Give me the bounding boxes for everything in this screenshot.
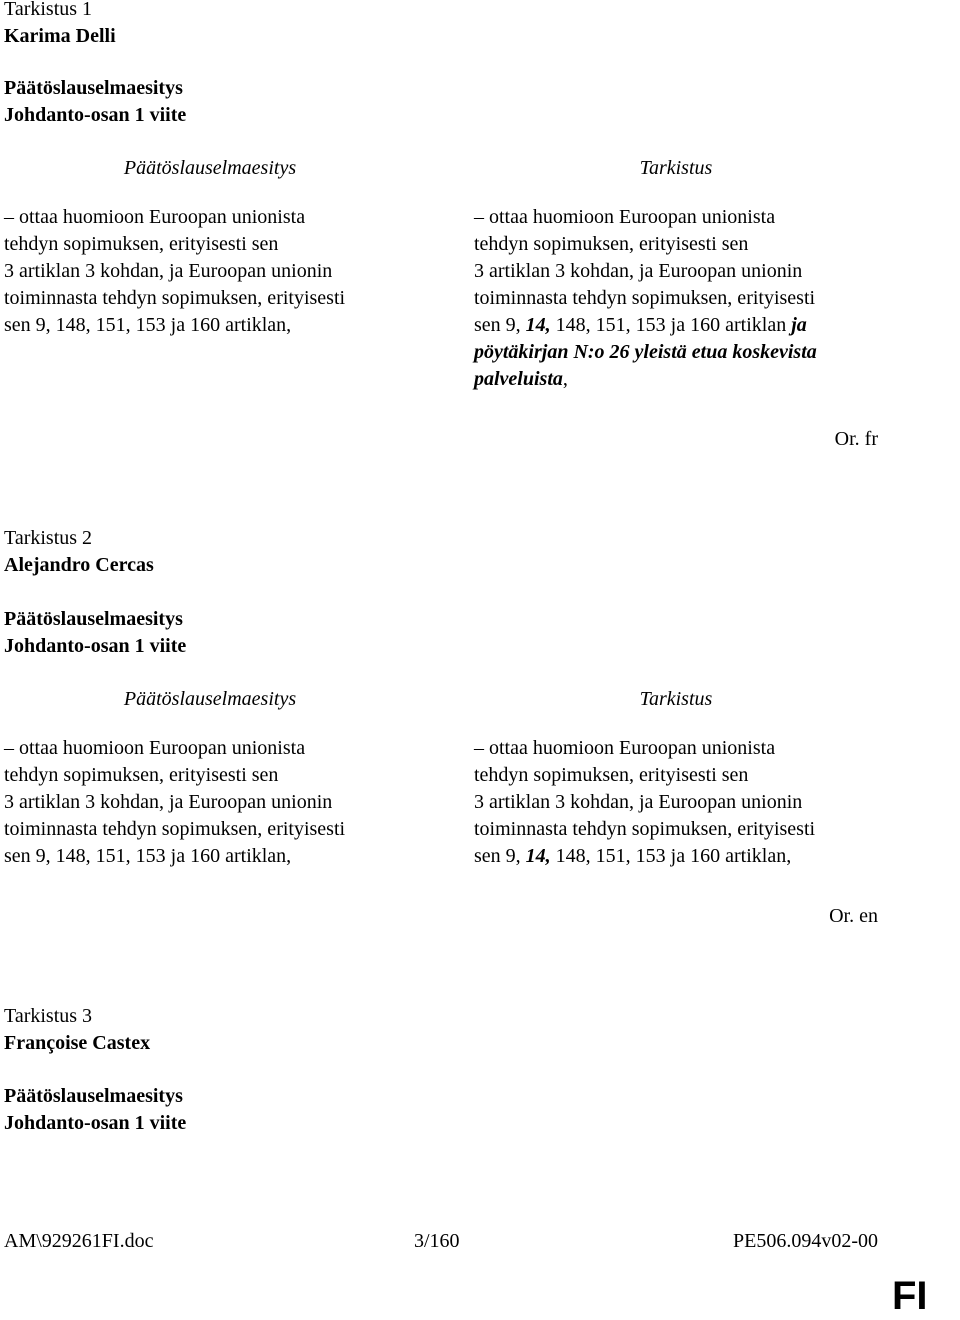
text-line: tehdyn sopimuksen, erityisesti sen [4,233,279,255]
left-column-heading: Päätöslauselmaesitys [123,688,297,710]
original-language: Or. en [829,905,878,927]
amendment-2-original-text [4,735,424,870]
text-line: 3 artiklan 3 kohdan, ja Euroopan unionin [4,791,333,813]
text-segment: 148, 151, 153 ja 160 artiklan, [550,845,792,867]
text-line: toiminnasta tehdyn sopimuksen, erityisesti [4,818,346,840]
text-segment: , [562,368,568,390]
text-segment: sen 9, [474,314,526,336]
footer-page-number: 3/160 [414,1230,460,1252]
text-line: sen 9, 148, 151, 153 ja 160 artiklan, [4,845,292,867]
right-column-heading: Tarkistus [639,688,713,710]
text-line: 3 artiklan 3 kohdan, ja Euroopan unionin [474,260,803,282]
text-line [474,366,894,393]
text-line [474,843,894,870]
amendment-author: Alejandro Cercas [4,554,154,576]
text-location: Johdanto-osan 1 viite [4,1112,187,1134]
text-line: toiminnasta tehdyn sopimuksen, erityisesti [4,287,346,309]
text-line: tehdyn sopimuksen, erityisesti sen [4,764,279,786]
text-line: 3 artiklan 3 kohdan, ja Euroopan unionin [474,791,803,813]
text-line: – ottaa huomioon Euroopan unionista [4,206,306,228]
text-line: 3 artiklan 3 kohdan, ja Euroopan unionin [4,260,333,282]
footer-doc-reference: AM\929261FI.doc [4,1230,154,1252]
text-line: – ottaa huomioon Euroopan unionista [474,206,776,228]
inserted-text: 14, [525,845,551,867]
amendment-number: Tarkistus 3 [4,1005,93,1027]
amendment-2-reference [4,606,186,660]
amendment-1-header [4,0,116,50]
document-type: Päätöslauselmaesitys [4,608,183,630]
right-column-heading: Tarkistus [639,157,713,179]
document-type: Päätöslauselmaesitys [4,77,183,99]
amendment-author: Karima Delli [4,25,116,47]
text-location: Johdanto-osan 1 viite [4,635,187,657]
left-column-heading: Päätöslauselmaesitys [123,157,297,179]
text-line [474,312,894,339]
amendment-2-header [4,525,154,579]
text-line: – ottaa huomioon Euroopan unionista [474,737,776,759]
inserted-text-line: pöytäkirjan N:o 26 yleistä etua koskevista [474,341,817,363]
text-line: toiminnasta tehdyn sopimuksen, erityisesti [474,818,816,840]
amendment-number: Tarkistus 1 [4,0,93,20]
amendment-2-amended-text [474,735,894,870]
amendment-3-header [4,1003,150,1057]
text-segment: 148, 151, 153 ja 160 artiklan [550,314,792,336]
inserted-text: palveluista [474,368,563,390]
amendment-number: Tarkistus 2 [4,527,93,549]
inserted-text: ja [791,314,807,336]
amendment-1-amended-text [474,204,894,393]
text-segment: sen 9, [474,845,526,867]
text-line: – ottaa huomioon Euroopan unionista [4,737,306,759]
amendment-3-reference [4,1083,186,1137]
text-line: tehdyn sopimuksen, erityisesti sen [474,233,749,255]
footer-pe-reference: PE506.094v02-00 [733,1230,878,1252]
amendment-1-original-text [4,204,424,339]
text-line: sen 9, 148, 151, 153 ja 160 artiklan, [4,314,292,336]
amendment-author: Françoise Castex [4,1032,151,1054]
amendment-1-reference [4,75,186,129]
document-type: Päätöslauselmaesitys [4,1085,183,1107]
inserted-text: 14, [525,314,551,336]
text-line: tehdyn sopimuksen, erityisesti sen [474,764,749,786]
text-location: Johdanto-osan 1 viite [4,104,187,126]
language-code: FI [892,1274,928,1318]
text-line: toiminnasta tehdyn sopimuksen, erityisesti [474,287,816,309]
original-language: Or. fr [834,428,878,450]
